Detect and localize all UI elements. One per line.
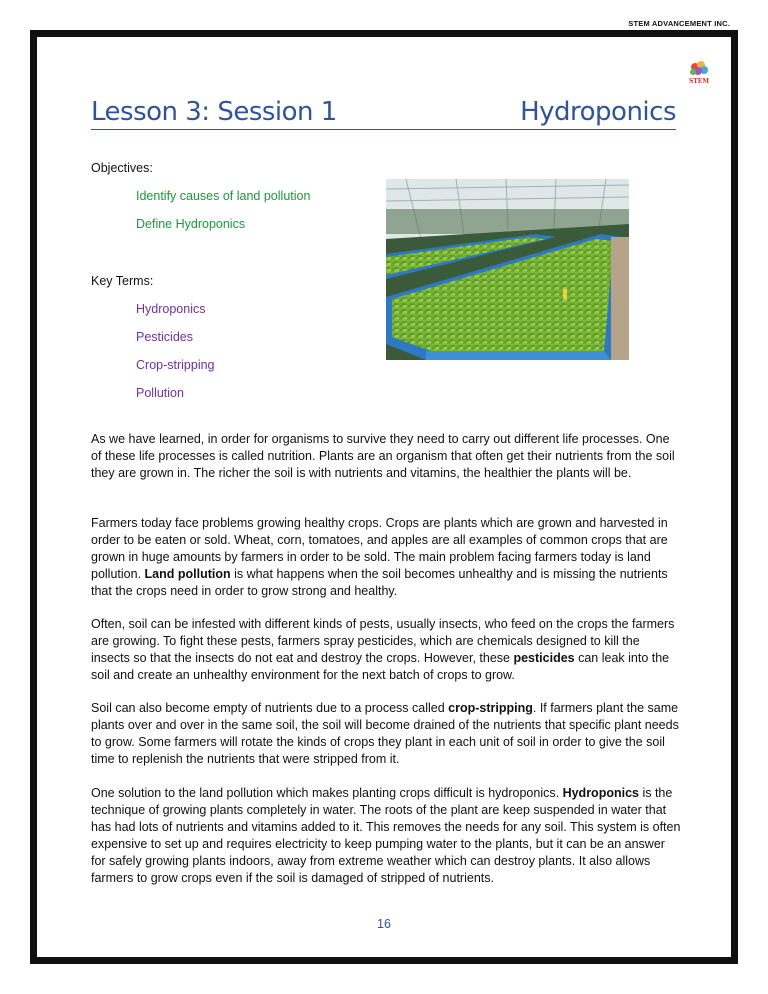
term-hydroponics: Hydroponics — [562, 786, 639, 800]
key-term-item: Crop-stripping — [136, 358, 215, 372]
term-pesticides: pesticides — [513, 651, 575, 665]
objective-item: Identify causes of land pollution — [136, 189, 311, 203]
paragraph-pesticides: Often, soil can be infested with different kinds of pests, usually insects, who feed on the crops the farmers are growing. To fight these pests, farmers spray pesticides, which are chemicals designed to kill the insects so that the insects do not eat and destroy the crops. However, these pesticides can leak into the soil and create an unhealthy environment for the next batch of crops to grow. — [91, 617, 675, 682]
paragraph-hydroponics: One solution to the land pollution which makes planting crops difficult is hydroponics. Hydroponics is the technique of growing plants completely in water. The roots of the plant are keep suspended in water that has had lots of nutrients and vitamins added to it. This removes the needs for any soil. This system is often expensive to set up and requires electricity to keep pumping water to the plants, but it can be an answer for safely growing plants indoors, away from extreme weather which can destroy plants. It also allows farmers to grow crops even if the soil is damaged of stripped of nutrients. — [91, 786, 681, 885]
lesson-title: Lesson 3: Session 1 — [91, 97, 337, 127]
paragraph-land-pollution: Farmers today face problems growing healthy crops. Crops are plants which are grown and harvested in order to be eaten or sold. Wheat, corn, tomatoes, and apples are all examples of common crops that are grown in huge amounts by farmers in order to be sold. The main problem facing farmers today is land pollution. Land pollution is what happens when the soil becomes unhealthy and is missing the nutrients that the crops need in order to grow strong and healthy. — [91, 516, 668, 598]
key-term-item: Pollution — [136, 386, 184, 400]
header-company-name: STEM ADVANCEMENT INC. — [628, 19, 730, 28]
stem-logo — [684, 58, 714, 88]
logo-text: STEM — [688, 78, 710, 85]
key-terms-label: Key Terms: — [91, 274, 154, 288]
key-term-item: Hydroponics — [136, 302, 206, 316]
lesson-topic: Hydroponics — [520, 97, 676, 127]
term-land-pollution: Land pollution — [144, 567, 231, 581]
paragraph-nutrition: As we have learned, in order for organisms to survive they need to carry out different life processes. One of these life processes is called nutrition. Plants are an organism that often get their nutrients from the soil they are grown in. The richer the soil is with nutrients and vitamins, the healthier the plants will be. — [91, 432, 675, 480]
paragraph-crop-stripping: Soil can also become empty of nutrients due to a process called crop-stripping. If farmers plant the same plants over and over in the same soil, the soil will become drained of the nutrients that specific plant needs to grow. Some farmers will rotate the kinds of crops they plant in each unit of soil in order to give the soil time to replenish the nutrients that were stripped from it. — [91, 701, 679, 766]
page-number: 16 — [377, 917, 391, 931]
hydroponics-greenhouse-photo — [386, 179, 629, 360]
term-crop-stripping: crop-stripping — [448, 701, 533, 715]
lesson-title-bar — [91, 95, 676, 130]
key-term-item: Pesticides — [136, 330, 193, 344]
objectives-label: Objectives: — [91, 161, 153, 175]
objective-item: Define Hydroponics — [136, 217, 246, 231]
